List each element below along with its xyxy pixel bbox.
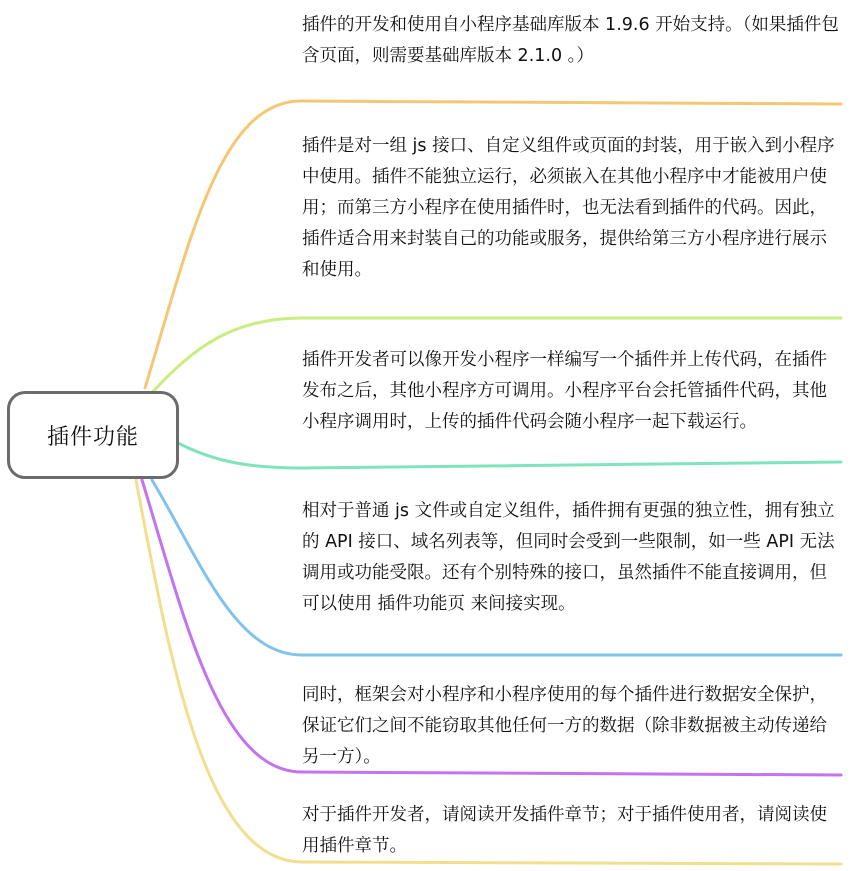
branch-text-2: 插件是对一组 js 接口、自定义组件或页面的封装，用于嵌入到小程序中使用。插件不能独立运行，必须嵌入在其他小程序中才能被用户使用；而第三方小程序在使用插件时，也无法看到插件的代码。因此，插件适合用来封装自己的功能或服务，提供给第三方小程序进行展示和使用。 [302, 136, 835, 280]
branch-text-3: 插件开发者可以像开发小程序一样编写一个插件并上传代码，在插件发布之后，其他小程序方可调用。小程序平台会托管插件代码，其他小程序调用时，上传的插件代码会随小程序一起下载运行。 [302, 350, 827, 432]
branch-text-6: 对于插件开发者，请阅读开发插件章节；对于插件使用者，请阅读使用插件章节。 [302, 805, 827, 856]
branch-text-5: 同时，框架会对小程序和小程序使用的每个插件进行数据安全保护，保证它们之间不能窃取其他任何一方的数据（除非数据被主动传递给另一方）。 [302, 685, 827, 767]
root-node-label: 插件功能 [46, 424, 139, 450]
branch-text-4: 相对于普通 js 文件或自定义组件，插件拥有更强的独立性，拥有独立的 API 接口、域名列表等，但同时会受到一些限制，如一些 API 无法调用或功能受限。还有个别特殊的接口，虽然插件不能直接调用，但可以使用 插件功能页 来间接实现。 [302, 501, 835, 614]
branch-text-1: 插件的开发和使用自小程序基础库版本 1.9.6 开始支持。（如果插件包含页面，则需要基础库版本 2.1.0 。） [302, 15, 839, 66]
connector-branch-3 [178, 443, 841, 468]
root-node[interactable] [7, 391, 179, 479]
